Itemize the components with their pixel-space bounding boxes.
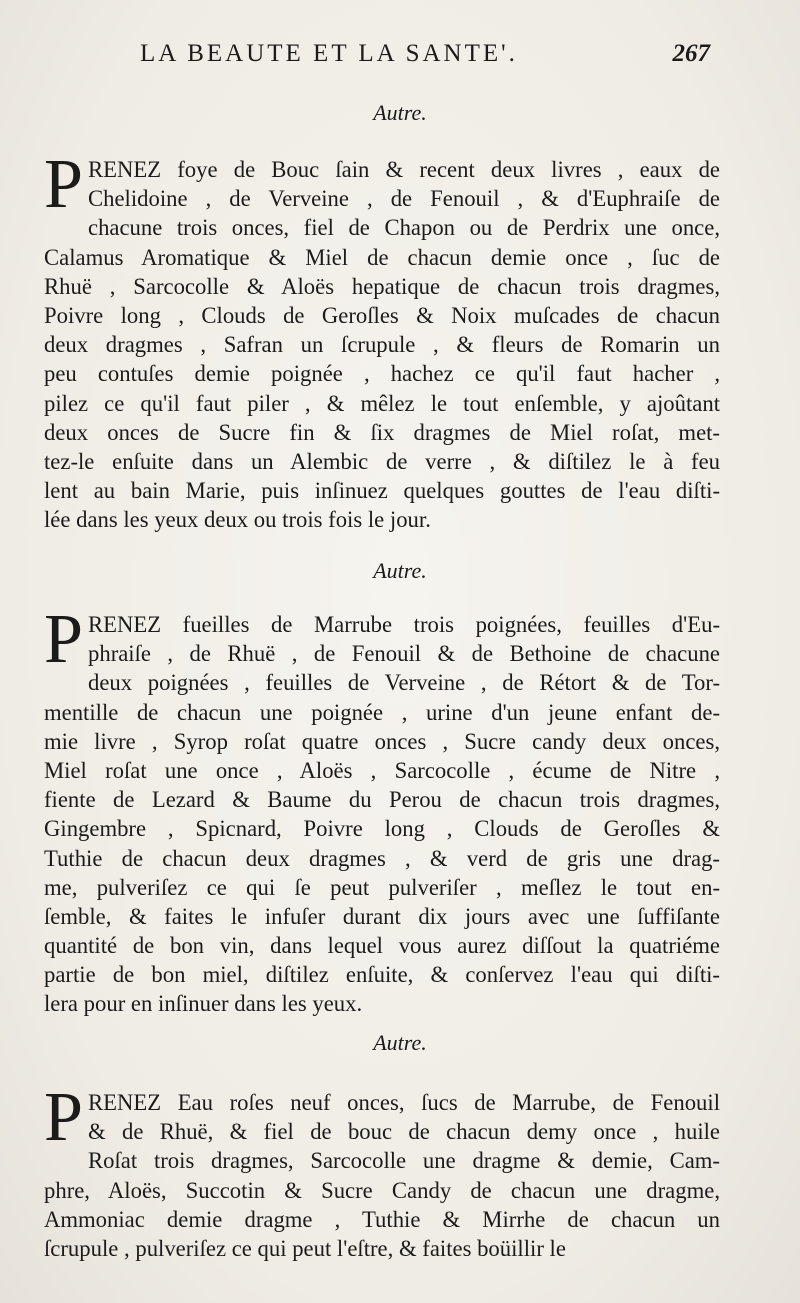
text-line: Calamus Aromatique & Miel de chacun demie once , ſuc de [44,244,720,270]
text-line: phraiſe , de Rhuë , de Fenouil & de Bethoine de chacune [88,641,720,667]
section-title: Autre. [373,1030,427,1055]
text-line: Ammoniac demie dragme , Tuthie & Mirrhe de chacun un [44,1206,720,1232]
text-line: lée dans les yeux deux ou trois fois le jour. [44,507,431,533]
text-line: tez-le enſuite dans un Alembic de verre , & diſtilez le à feu [44,448,720,474]
text-line: phre, Aloës, Succotin & Sucre Candy de chacun une dragme, [44,1177,720,1203]
drop-cap: P [44,601,83,678]
section-paragraph [44,1079,720,1263]
section-paragraph [44,601,720,1019]
page-number: 267 [672,40,710,67]
text-line: pilez ce qu'il faut piler , & mêlez le tout enſemble, y ajoûtant [44,390,720,416]
text-line: deux dragmes , Safran un ſcrupule , & fleurs de Romarin un [44,332,720,358]
drop-cap: P [44,1079,83,1156]
text-line: RENEZ Eau roſes neuf onces, ſucs de Marrube, de Fenouil [88,1090,720,1115]
page-header [140,40,710,80]
section-title: Autre. [373,100,427,125]
text-line: ſcrupule , pulveriſez ce qui peut l'eſtre, & faites boüillir le [44,1235,566,1261]
drop-cap: P [44,146,83,223]
text-line: Gingembre , Spicnard, Poivre long , Clouds de Geroſles & [44,816,720,842]
running-head: LA BEAUTE ET LA SANTE'. [140,40,518,67]
text-line: deux poignées , feuilles de Verveine , de Rétort & de Tor- [88,670,720,696]
text-line: Rhuë , Sarcocolle & Aloës hepatique de chacun trois dragmes, [44,273,720,299]
text-line: lera pour en inſinuer dans les yeux. [44,991,363,1017]
text-line: RENEZ fueilles de Marrube trois poignées, feuilles d'Eu- [88,612,720,637]
text-line: lent au bain Marie, puis inſinuez quelques gouttes de l'eau diſti- [44,478,720,504]
text-line: ſemble, & faites le infuſer durant dix jours avec une ſuffiſante [44,903,720,929]
text-line: mentille de chacun une poignée , urine d'un jeune enfant de- [44,699,720,725]
text-line: Chelidoine , de Verveine , de Fenouil , & d'Euphraiſe de [88,186,720,212]
text-line: deux onces de Sucre fin & ſix dragmes de Miel roſat, met- [44,419,720,445]
text-line: partie de bon miel, diſtilez enſuite, & conſervez l'eau qui diſti- [44,962,720,988]
text-line: mie livre , Syrop roſat quatre onces , Sucre candy deux onces, [44,728,720,754]
section-title: Autre. [373,558,427,583]
text-line: RENEZ foye de Bouc ſain & recent deux livres , eaux de [88,157,720,182]
text-line: peu contuſes demie poignée , hachez ce qu'il faut hacher , [44,361,720,387]
text-line: Miel roſat une once , Aloës , Sarcocolle , écume de Nitre , [44,757,720,783]
section-paragraph [44,146,720,534]
text-line: & de Rhuë, & fiel de bouc de chacun demy once , huile [88,1119,720,1145]
text-line: quantité de bon vin, dans lequel vous aurez diſſout la quatriéme [44,933,720,959]
text-line: chacune trois onces, fiel de Chapon ou de Perdrix une once, [88,215,720,241]
text-line: Roſat trois dragmes, Sarcocolle une dragme & demie, Cam- [88,1148,720,1174]
text-line: Poivre long , Clouds de Geroſles & Noix muſcades de chacun [44,302,720,328]
text-line: me, pulveriſez ce qui ſe peut pulveriſer , meſlez le tout en- [44,874,720,900]
text-line: fiente de Lezard & Baume du Perou de chacun trois dragmes, [44,787,720,813]
text-line: Tuthie de chacun deux dragmes , & verd de gris une drag- [44,845,720,871]
